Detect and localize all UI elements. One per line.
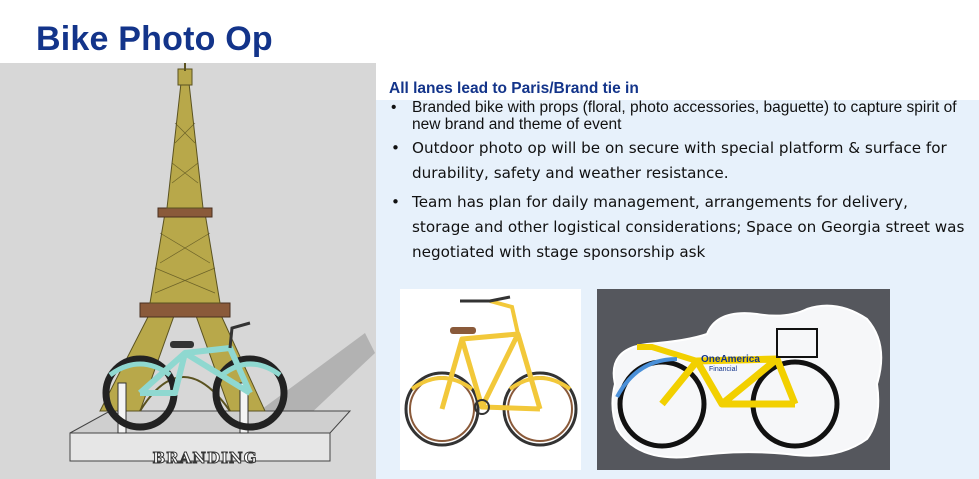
oneamerica-logo bbox=[701, 355, 760, 375]
section-subheading: All lanes lead to Paris/Brand tie in bbox=[389, 80, 639, 97]
eiffel-bike-illustration bbox=[0, 63, 376, 479]
bullet-text: Team has plan for daily management, arrangements for delivery, storage and other logistical considerations; Space on Georgia street was negotiated with stage sponsorship ask bbox=[412, 193, 965, 261]
logo-line2: Financial bbox=[709, 366, 738, 373]
branded-bike-photo bbox=[597, 289, 890, 470]
bullet-text: Outdoor photo op will be on secure with special platform & surface for durability, safety and weather resistance. bbox=[412, 139, 947, 182]
bullet-item bbox=[389, 136, 969, 186]
bullet-glyph: • bbox=[391, 99, 397, 116]
bullet-text: Branded bike with props (floral, photo accessories, baguette) to capture spirit of new brand and theme of event bbox=[412, 99, 957, 133]
bullet-item bbox=[389, 99, 969, 133]
bullet-item bbox=[389, 190, 969, 265]
bullet-glyph: • bbox=[391, 193, 400, 211]
yellow-bike-photo bbox=[400, 289, 581, 470]
bullet-glyph: • bbox=[391, 139, 400, 157]
illustration-base-label: BRANDING bbox=[152, 449, 258, 467]
logo-line1: OneAmerica bbox=[701, 354, 760, 365]
slide-title: Bike Photo Op bbox=[36, 20, 273, 58]
bullet-list bbox=[389, 99, 969, 269]
